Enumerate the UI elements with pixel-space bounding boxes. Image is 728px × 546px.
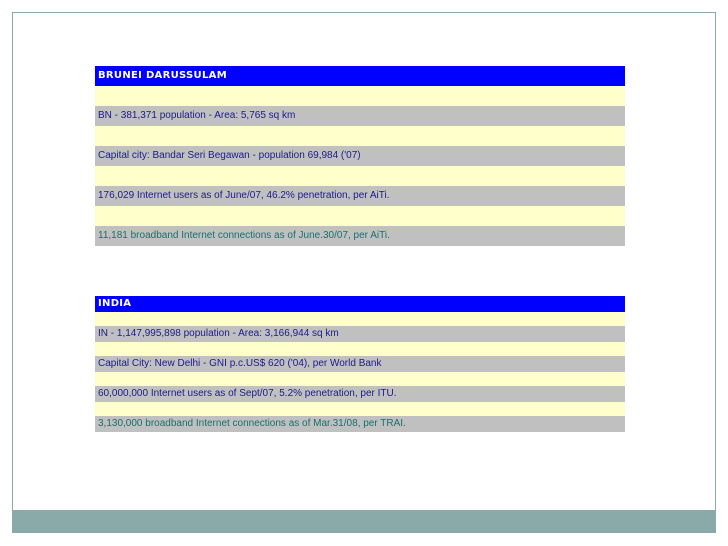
spacer-row (95, 372, 625, 386)
india-broadband-row: 3,130,000 broadband Internet connections as of Mar.31/08, per TRAI. (95, 416, 625, 432)
brunei-broadband-row: 11,181 broadband Internet connections as of June.30/07, per AiTi. (95, 226, 625, 246)
spacer-row (95, 402, 625, 416)
footer-bar (12, 511, 716, 533)
brunei-internet-users-row: 176,029 Internet users as of June/07, 46.2% penetration, per AiTi. (95, 186, 625, 206)
spacer-row (95, 312, 625, 326)
brunei-population-row: BN - 381,371 population - Area: 5,765 sq km (95, 106, 625, 126)
india-internet-users-row: 60,000,000 Internet users as of Sept/07, 5.2% penetration, per ITU. (95, 386, 625, 402)
brunei-title: BRUNEI DARUSSULAM (95, 66, 625, 86)
india-table (95, 296, 625, 432)
brunei-capital-row: Capital city: Bandar Seri Begawan - population 69,984 ('07) (95, 146, 625, 166)
spacer-row (95, 206, 625, 226)
spacer-row (95, 166, 625, 186)
india-title: INDIA (95, 296, 625, 312)
spacer-row (95, 126, 625, 146)
spacer-row (95, 342, 625, 356)
spacer-row (95, 86, 625, 106)
india-capital-row: Capital City: New Delhi - GNI p.c.US$ 620 ('04), per World Bank (95, 356, 625, 372)
brunei-table (95, 66, 625, 246)
india-population-row: IN - 1,147,995,898 population - Area: 3,166,944 sq km (95, 326, 625, 342)
